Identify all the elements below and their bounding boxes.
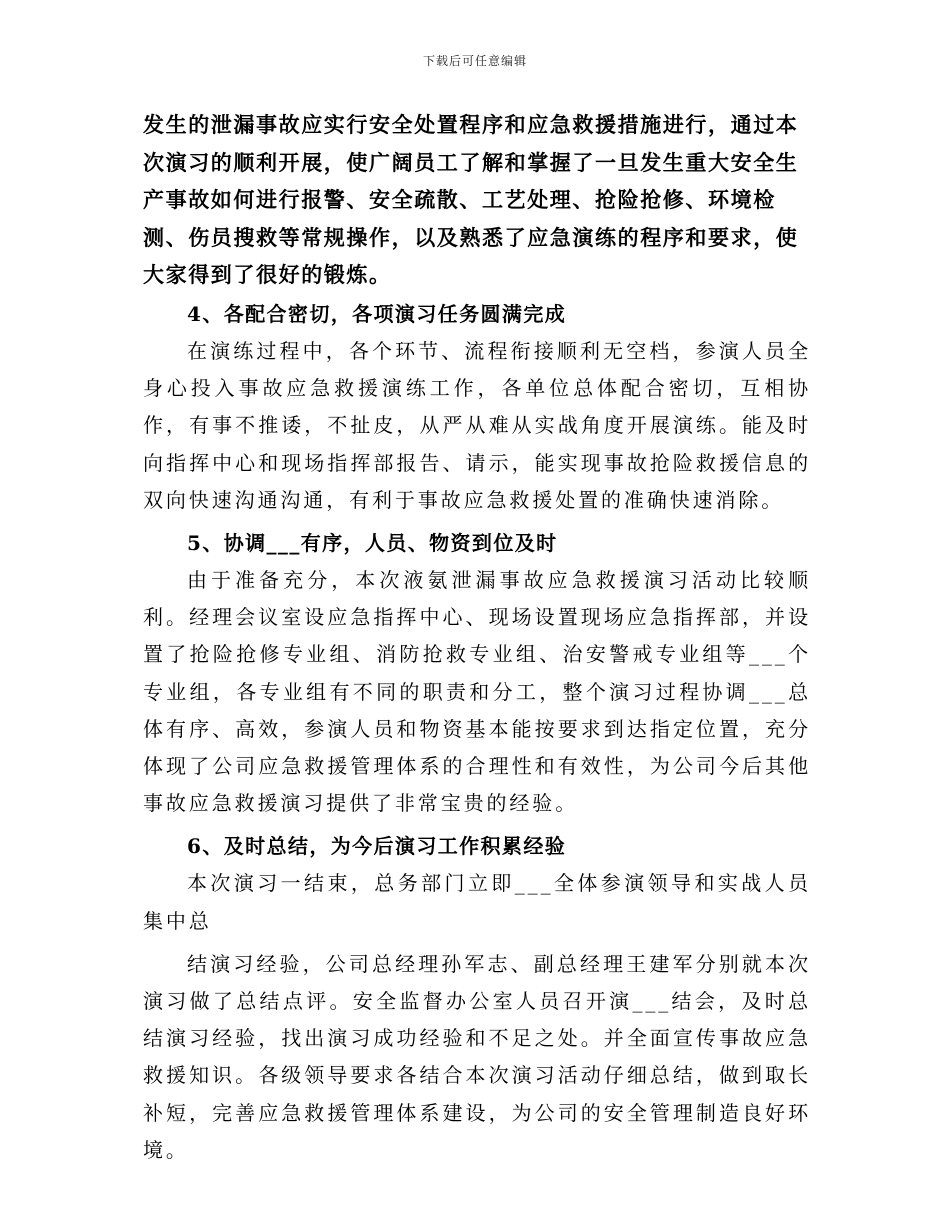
- section-6-paragraph-b: 结演习经验，公司总经理孙军志、副总经理王建军分别就本次演习做了总结点评。安全监督办公室人员召开演___结会，及时总结演习经验，找出演习成功经验和不足之处。并全面宣传事故应急救援知识。各级领导要求各结合本次演习活动仔细总结，做到取长补短，完善应急救援管理体系建设，为公司的安全管理制造良好环境。: [143, 951, 811, 1162]
- section-6-heading: 6、及时总结，为今后演习工作积累经验: [187, 834, 567, 859]
- section-4-heading: 4、各配合密切，各项演习任务圆满完成: [187, 301, 567, 326]
- section-5-heading: 5、协调___有序，人员、物资到位及时: [187, 530, 558, 555]
- page-header: 下载后可任意编辑: [422, 54, 527, 68]
- document-body: [143, 106, 811, 1169]
- intro-paragraph: 发生的泄漏事故应实行安全处置程序和应急救援措施进行，通过本次演习的顺利开展，使广阔员工了解和掌握了一旦发生重大安全生产事故如何进行报警、安全疏散、工艺处理、抢险抢修、环境检测、伤员搜救等常规操作，以及熟悉了应急演练的程序和要求，使大家得到了很好的锻炼。: [143, 112, 799, 288]
- section-6-paragraph-a: 本次演习一结束，总务部门立即___全体参演领导和实战人员集中总: [143, 871, 811, 933]
- section-5-paragraph: 由于准备充分，本次液氨泄漏事故应急救援演习活动比较顺利。经理会议室设应急指挥中心、现场设置现场应急指挥部，并设置了抢险抢修专业组、消防抢救专业组、治安警戒专业组等___个专业组，各专业组有不同的职责和分工，整个演习过程协调___总体有序、高效，参演人员和物资基本能按要求到达指定位置，充分体现了公司应急救援管理体系的合理性和有效性，为公司今后其他事故应急救援演习提供了非常宝贵的经验。: [143, 567, 811, 816]
- section-4-paragraph: 在演练过程中，各个环节、流程衔接顺利无空档，参演人员全身心投入事故应急救援演练工作，各单位总体配合密切，互相协作，有事不推诿，不扯皮，从严从难从实战角度开展演练。能及时向指挥中心和现场指挥部报告、请示，能实现事故抢险救援信息的双向快速沟通沟通，有利于事故应急救援处置的准确快速消除。: [143, 338, 811, 512]
